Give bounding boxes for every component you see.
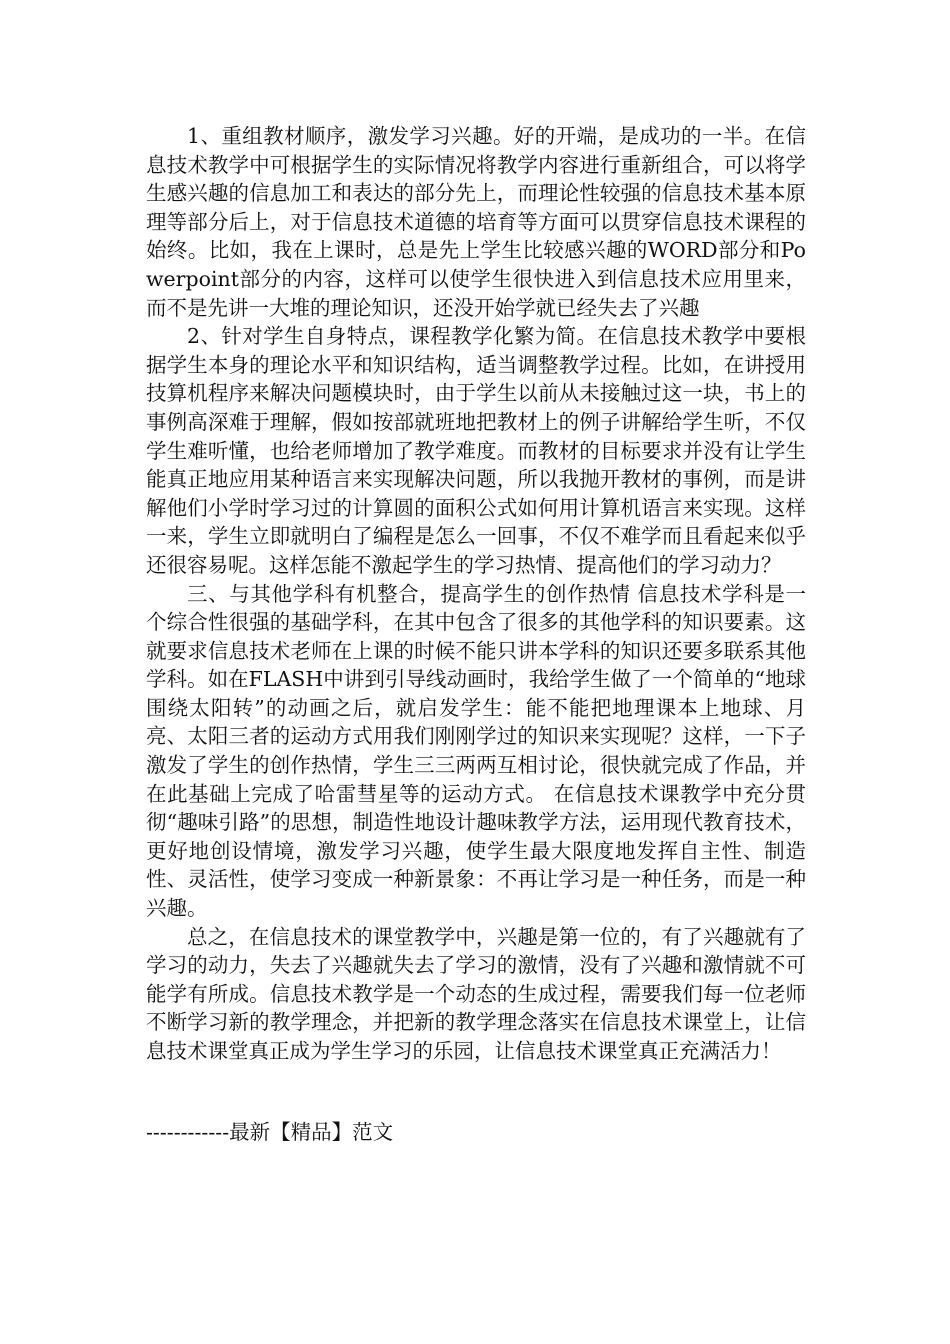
paragraph-3: 三、与其他学科有机整合，提高学生的创作热情 信息技术学科是一个综合性很强的基础学科，在其中包含了很多的其他学科的知识要素。这就要求信息技术老师在上课的时候不能只讲本学科的知识还要多联系其他学科。如在FLASH中讲到引导线动画时，我给学生做了一个简单的“地球围绕太阳转”的动画之后，就启发学生：能不能把地理课本上地球、月亮、太阳三者的运动方式用我们刚刚学过的知识来实现呢？这样，一下子激发了学生的创作热情，学生三三两两互相讨论，很快就完成了作品，并在此基础上完成了哈雷彗星等的运动方式。 在信息技术课教学中充分贯彻“趣味引路”的思想，制造性地设计趣味教学方法，运用现代教育技术，更好地创设情境，激发学习兴趣，使学生最大限度地发挥自主性、制造性、灵活性，使学习变成一种新景象：不再让学习是一种任务，而是一种兴趣。 — [146, 581, 806, 921]
paragraph-4: 总之，在信息技术的课堂教学中，兴趣是第一位的，有了兴趣就有了学习的动力，失去了兴趣就失去了学习的激情，没有了兴趣和激情就不可能学有所成。信息技术教学是一个动态的生成过程，需要我们每一位老师不断学习新的教学理念，并把新的教学理念落实在信息技术课堂上，让信息技术课堂真正成为学生学习的乐园，让信息技术课堂真正充满活力！ — [146, 924, 806, 1063]
paragraph-2: 2、针对学生自身特点，课程教学化繁为简。在信息技术教学中要根据学生本身的理论水平和知识结构，适当调整教学过程。比如，在讲授用技算机程序来解决问题模块时，由于学生以前从未接触过这一块，书上的事例高深难于理解，假如按部就班地把教材上的例子讲解给学生听，不仅学生难听懂，也给老师增加了教学难度。而教材的目标要求并没有让学生能真正地应用某种语言来实现解决问题，所以我抛开教材的事例，而是讲解他们小学时学习过的计算圆的面积公式如何用计算机语言来实现。这样一来，学生立即就明白了编程是怎么一回事，不仅不难学而且看起来似乎还很容易呢。这样怎能不激起学生的学习热情、提高他们的学习动力？ — [146, 324, 806, 577]
document-body — [146, 122, 806, 1066]
paragraph-1: 1、重组教材顺序，激发学习兴趣。好的开端，是成功的一半。在信息技术教学中可根据学生的实际情况将教学内容进行重新组合，可以将学生感兴趣的信息加工和表达的部分先上，而理论性较强的信息技术基本原理等部分后上，对于信息技术道德的培育等方面可以贯穿信息技术课程的始终。比如，我在上课时，总是先上学生比较感兴趣的WORD部分和Powerpoint部分的内容，这样可以使学生很快进入到信息技术应用里来，而不是先讲一大堆的理论知识，还没开始学就已经失去了兴趣 — [146, 124, 806, 320]
footer-text: ------------最新【精品】范文 — [146, 1120, 394, 1144]
